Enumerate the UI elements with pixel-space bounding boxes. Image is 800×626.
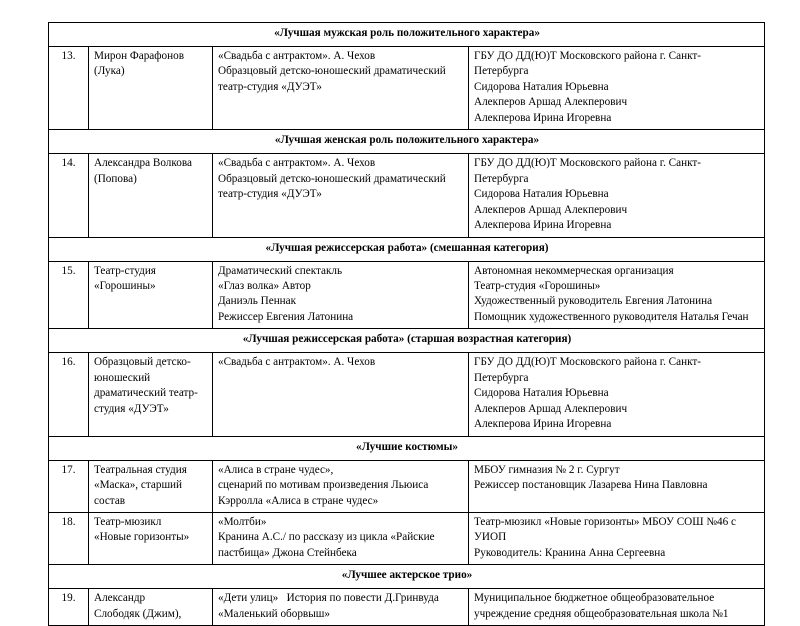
performance-cell: [213, 353, 469, 436]
organization-cell-line: учреждение средняя общеобразовательная школа №1: [474, 607, 729, 620]
organization-cell-line: Сидорова Наталия Юрьевна: [474, 387, 609, 400]
performance-cell-line: «Свадьба с антрактом». А. Чехов: [218, 50, 376, 62]
organization-cell: [469, 589, 765, 626]
participant-cell-line: студия «ДУЭТ»: [94, 402, 169, 415]
performance-cell-line: Даниэль Пеннак: [218, 295, 297, 308]
performance-cell: [213, 460, 469, 512]
organization-cell: [469, 154, 765, 237]
participant-cell: [89, 154, 213, 237]
row-number: 19.: [49, 589, 89, 626]
participant-cell-line: «Новые горизонты»: [94, 531, 190, 544]
performance-cell-line: «Дети улиц» История по повести Д.Гринвуда: [218, 592, 439, 605]
organization-cell-line: Петербурга: [474, 172, 529, 185]
participant-cell: [89, 47, 213, 130]
section-header-row: [49, 237, 765, 261]
organization-cell-line: Алекперова Ирина Игоревна: [474, 418, 612, 431]
participant-cell-line: Мирон Фарафонов: [94, 50, 184, 62]
section-header-row: [49, 329, 765, 353]
organization-cell-line: Алекперова Ирина Игоревна: [474, 111, 612, 124]
organization-cell-line: Руководитель: Кранина Анна Сергеевна: [474, 546, 666, 559]
table-row: [49, 47, 765, 130]
row-number: 15.: [49, 261, 89, 329]
organization-cell: [469, 47, 765, 130]
participant-cell-line: «Маска», старший: [94, 479, 183, 492]
performance-cell-line: Драматический спектакль: [218, 264, 343, 277]
performance-cell-line: Кэрролла «Алиса в стране чудес»: [218, 494, 379, 507]
performance-cell: [213, 261, 469, 329]
participant-cell-line: Александра Волкова: [94, 157, 192, 170]
performance-cell-line: Кранина А.С./ по рассказу из цикла «Райские: [218, 531, 435, 544]
organization-cell-line: Сидорова Наталия Юрьевна: [474, 80, 609, 93]
performance-cell-line: «Маленький оборвыш»: [218, 607, 330, 620]
organization-cell-line: Помощник художественного руководителя Наталья Гечан: [474, 310, 749, 323]
participant-cell-line: Театр-студия: [94, 264, 156, 277]
participant-cell-line: Образцовый детско-: [94, 356, 191, 369]
participant-cell-line: Слободяк (Джим),: [94, 607, 182, 620]
row-number: 13.: [49, 47, 89, 130]
participant-cell-line: драматический театр-: [94, 387, 198, 400]
participant-cell: [89, 261, 213, 329]
section-header-title: «Лучшая режиссерская работа» (смешанная категория): [49, 237, 765, 261]
participant-cell-line: Театральная студия: [94, 463, 187, 476]
organization-cell-line: Петербурга: [474, 371, 529, 384]
table-row: [49, 512, 765, 564]
section-header-title: «Лучшая женская роль положительного характера»: [49, 130, 765, 154]
table-row: [49, 261, 765, 329]
organization-cell-line: Муниципальное бюджетное общеобразовательное: [474, 592, 715, 605]
section-header-title: «Лучшая режиссерская работа» (старшая возрастная категория): [49, 329, 765, 353]
table-row: [49, 589, 765, 626]
row-number: 17.: [49, 460, 89, 512]
organization-cell-line: ГБУ ДО ДД(Ю)Т Московского района г. Санкт-: [474, 157, 702, 170]
participant-cell: [89, 460, 213, 512]
row-number: 18.: [49, 512, 89, 564]
section-header-row: [49, 565, 765, 589]
participant-cell-line: юношеский: [94, 371, 151, 384]
performance-cell: [213, 512, 469, 564]
performance-cell-line: «Свадьба с антрактом». А. Чехов: [218, 356, 376, 369]
participant-cell: [89, 353, 213, 436]
participant-cell-line: Театр-мюзикл: [94, 515, 162, 528]
organization-cell-line: ГБУ ДО ДД(Ю)Т Московского района г. Санкт-: [474, 356, 702, 369]
row-number: 16.: [49, 353, 89, 436]
organization-cell-line: Театр-студия «Горошины»: [474, 279, 601, 292]
participant-cell-line: (Попова): [94, 172, 137, 185]
organization-cell-line: ГБУ ДО ДД(Ю)Т Московского района г. Санкт-: [474, 50, 702, 62]
organization-cell-line: Режиссер постановщик Лазарева Нина Павловна: [474, 479, 708, 492]
organization-cell-line: Алекперов Аршад Алекперович: [474, 203, 628, 216]
performance-cell-line: «Свадьба с антрактом». А. Чехов: [218, 157, 376, 170]
section-header-title: «Лучшее актерское трио»: [49, 565, 765, 589]
section-header-row: [49, 23, 765, 47]
table-row: [49, 154, 765, 237]
section-header-title: «Лучшая мужская роль положительного характера»: [49, 23, 765, 47]
performance-cell-line: театр-студия «ДУЭТ»: [218, 80, 322, 93]
participant-cell-line: (Лука): [94, 65, 125, 78]
performance-cell-line: «Молтби»: [218, 515, 267, 528]
organization-cell-line: Художественный руководитель Евгения Латонина: [474, 295, 713, 308]
row-number: 14.: [49, 154, 89, 237]
awards-table: [48, 22, 765, 626]
organization-cell-line: Сидорова Наталия Юрьевна: [474, 188, 609, 201]
participant-cell-line: состав: [94, 494, 126, 507]
organization-cell-line: Алекперов Аршад Алекперович: [474, 402, 628, 415]
performance-cell: [213, 47, 469, 130]
table-row: [49, 460, 765, 512]
performance-cell-line: «Глаз волка» Автор: [218, 279, 311, 292]
organization-cell-line: МБОУ гимназия № 2 г. Сургут: [474, 463, 620, 476]
organization-cell-line: УИОП: [474, 531, 507, 544]
participant-cell-line: Александр: [94, 592, 146, 605]
organization-cell-line: Автономная некоммерческая организация: [474, 264, 674, 277]
performance-cell-line: Режиссер Евгения Латонина: [218, 310, 354, 323]
performance-cell-line: сценарий по мотивам произведения Льюиса: [218, 479, 429, 492]
awards-table-body: [49, 23, 765, 626]
table-row: [49, 353, 765, 436]
organization-cell: [469, 512, 765, 564]
organization-cell: [469, 460, 765, 512]
organization-cell: [469, 353, 765, 436]
performance-cell-line: Образцовый детско-юношеский драматический: [218, 172, 446, 185]
organization-cell-line: Петербурга: [474, 65, 529, 78]
performance-cell-line: «Алиса в стране чудес»,: [218, 463, 334, 476]
performance-cell-line: Образцовый детско-юношеский драматический: [218, 65, 446, 78]
organization-cell: [469, 261, 765, 329]
participant-cell-line: «Горошины»: [94, 279, 156, 292]
participant-cell: [89, 589, 213, 626]
performance-cell-line: пастбища» Джона Стейнбека: [218, 546, 357, 559]
section-header-row: [49, 130, 765, 154]
organization-cell-line: Алекперов Аршад Алекперович: [474, 96, 628, 109]
organization-cell-line: Театр-мюзикл «Новые горизонты» МБОУ СОШ №46 с: [474, 515, 736, 528]
organization-cell-line: Алекперова Ирина Игоревна: [474, 219, 612, 232]
participant-cell: [89, 512, 213, 564]
section-header-title: «Лучшие костюмы»: [49, 436, 765, 460]
performance-cell: [213, 589, 469, 626]
performance-cell-line: театр-студия «ДУЭТ»: [218, 188, 322, 201]
performance-cell: [213, 154, 469, 237]
section-header-row: [49, 436, 765, 460]
